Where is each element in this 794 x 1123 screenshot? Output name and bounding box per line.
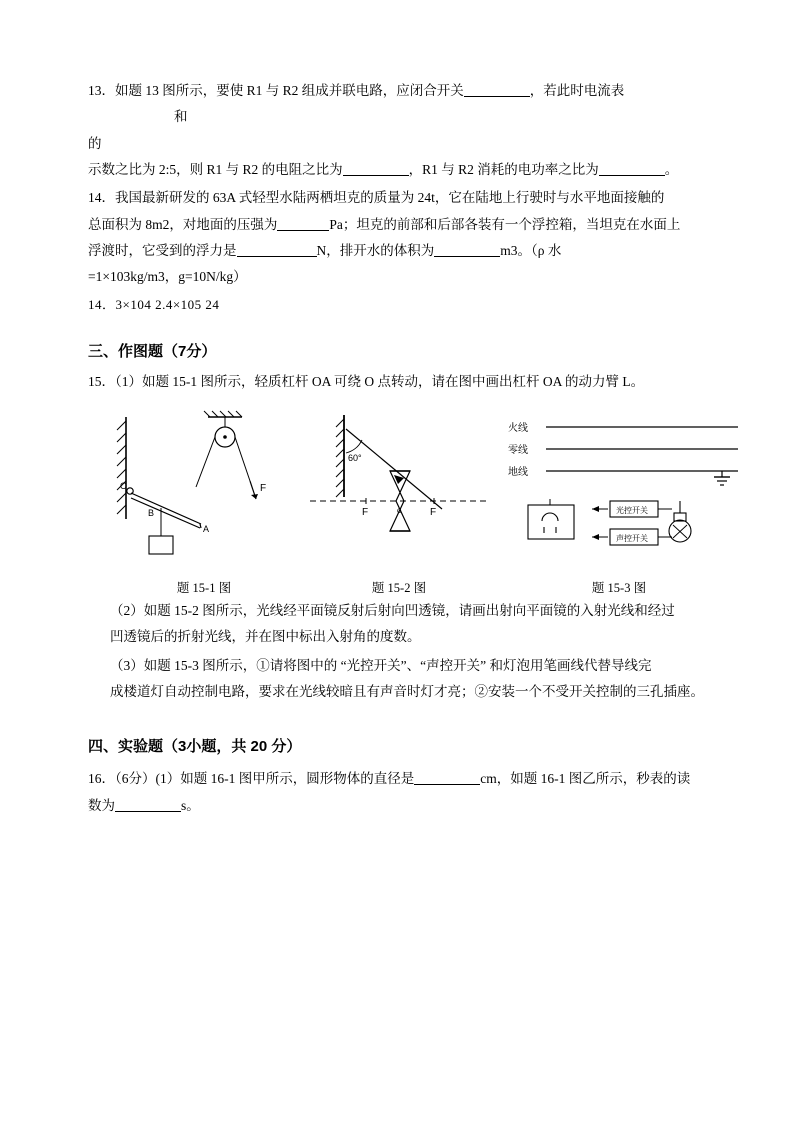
answer-blank[interactable] xyxy=(343,175,409,176)
answer-blank[interactable] xyxy=(414,784,480,785)
answer-blank[interactable] xyxy=(277,230,329,231)
question-14-answer: 14．3×104 2.4×105 24 xyxy=(88,296,220,312)
figure-15-3-caption: 题 15-3 图 xyxy=(591,581,647,596)
question-13-text-a: 13．如题 13 图所示，要使 R1 与 R2 组成并联电路，应闭合开关 xyxy=(88,83,464,98)
question-13-line-1 xyxy=(88,78,706,131)
question-13-text-b: ，若此时电流表 xyxy=(529,83,625,98)
figure-15-3-drawing xyxy=(494,409,744,569)
figure-15-2-caption: 题 15-2 图 xyxy=(371,581,427,596)
question-15-3-line-1: （3）如题 15-3 图所示，①请将图中的 “光控开关”、“声控开关” 和灯泡用笔画线代替导线完 xyxy=(110,657,652,673)
question-16-text-b: cm，如题 16-1 图乙所示，秒表的读 xyxy=(480,771,691,787)
question-13-text-d: 的 xyxy=(88,135,102,151)
question-13-text-c: 和 xyxy=(174,109,188,125)
question-13-line-3 xyxy=(88,157,706,183)
question-14-line-1 xyxy=(88,185,706,211)
section-4-title: 四、实验题（3小题，共 20 分） xyxy=(88,738,302,756)
question-16-text-a: 16．（6分）(1）如题 16-1 图甲所示，圆形物体的直径是 xyxy=(88,771,415,787)
question-13-text-g: 。 xyxy=(664,161,679,177)
question-14-line-4 xyxy=(88,264,706,290)
question-15-2 xyxy=(88,598,706,651)
question-16-line-2 xyxy=(88,793,706,819)
figure-15-2-drawing xyxy=(304,409,494,569)
question-15-1 xyxy=(88,369,706,395)
question-14-text-g: =1×103kg/m3，g=10N/kg） xyxy=(88,269,247,285)
question-13 xyxy=(88,78,706,183)
question-14-text-a: 14．我国最新研发的 63A 式轻型水陆两栖坦克的质量为 24t，它在陆地上行驶时与水平地面接触的 xyxy=(88,190,665,206)
question-16-text-c: 数为 xyxy=(88,797,115,813)
question-15-2-line-2: 凹透镜后的折射光线，并在图中标出入射角的度数。 xyxy=(110,629,421,645)
label-F-left: F xyxy=(362,507,369,519)
label-F-right: F xyxy=(430,507,437,519)
answer-blank[interactable] xyxy=(464,96,530,97)
question-13-text-e: 示数之比为 2:5，则 R1 与 R2 的电阻之比为 xyxy=(88,161,343,177)
figure-15-2 xyxy=(304,409,494,596)
question-16-line-1 xyxy=(88,766,706,792)
label-F: F xyxy=(260,483,267,495)
section-3-title: 三、作图题（7分） xyxy=(88,342,217,360)
figure-15-1 xyxy=(104,409,304,596)
label-O: O xyxy=(120,481,128,492)
label-ground-wire: 地线 xyxy=(508,467,528,479)
question-15-1-text: 15．（1）如题 15-1 图所示，轻质杠杆 OA 可绕 O 点转动，请在图中画出杠杆 OA 的动力臂 L。 xyxy=(88,373,645,389)
question-13-line-2 xyxy=(88,131,706,157)
label-neutral-wire: 零线 xyxy=(508,445,528,457)
question-14-text-e: N，排开水的体积为 xyxy=(316,242,435,258)
question-13-text-f: ，R1 与 R2 消耗的电功率之比为 xyxy=(408,161,599,177)
answer-blank[interactable] xyxy=(237,256,317,257)
question-14-text-c: Pa；坦克的前部和后部各装有一个浮控箱，当坦克在水面上 xyxy=(329,216,681,232)
question-15-3 xyxy=(88,653,706,706)
figure-15-1-drawing xyxy=(104,409,304,569)
label-light-switch: 光控开关 xyxy=(616,506,648,516)
figures-row xyxy=(88,409,706,596)
label-live-wire: 火线 xyxy=(508,423,528,435)
question-14-text-b: 总面积为 8m2，对地面的压强为 xyxy=(88,216,278,232)
question-14-line-3 xyxy=(88,238,706,264)
question-16 xyxy=(88,766,706,819)
question-15-2-line-1: （2）如题 15-2 图所示，光线经平面镜反射后射向凹透镜，请画出射向平面镜的入射光线和经过 xyxy=(110,603,675,619)
label-A: A xyxy=(203,524,210,535)
answer-blank[interactable] xyxy=(434,256,500,257)
question-14 xyxy=(88,185,706,318)
answer-blank[interactable] xyxy=(115,811,181,812)
question-14-text-d: 浮渡时，它受到的浮力是 xyxy=(88,242,237,258)
label-sound-switch: 声控开关 xyxy=(616,534,648,544)
figure-15-3 xyxy=(494,409,744,596)
question-14-line-2 xyxy=(88,212,706,238)
question-15-3-line-2: 成楼道灯自动控制电路，要求在光线较暗且有声音时灯才亮；②安装一个不受开关控制的三孔插座。 xyxy=(110,684,704,700)
label-O-center: o xyxy=(397,506,402,516)
label-B: B xyxy=(148,508,155,519)
answer-blank[interactable] xyxy=(599,175,665,176)
question-16-text-d: s。 xyxy=(181,797,200,813)
question-14-text-f: m3。（ρ 水 xyxy=(500,242,562,258)
label-angle: 60° xyxy=(348,453,362,464)
figure-15-1-caption: 题 15-1 图 xyxy=(176,581,232,596)
